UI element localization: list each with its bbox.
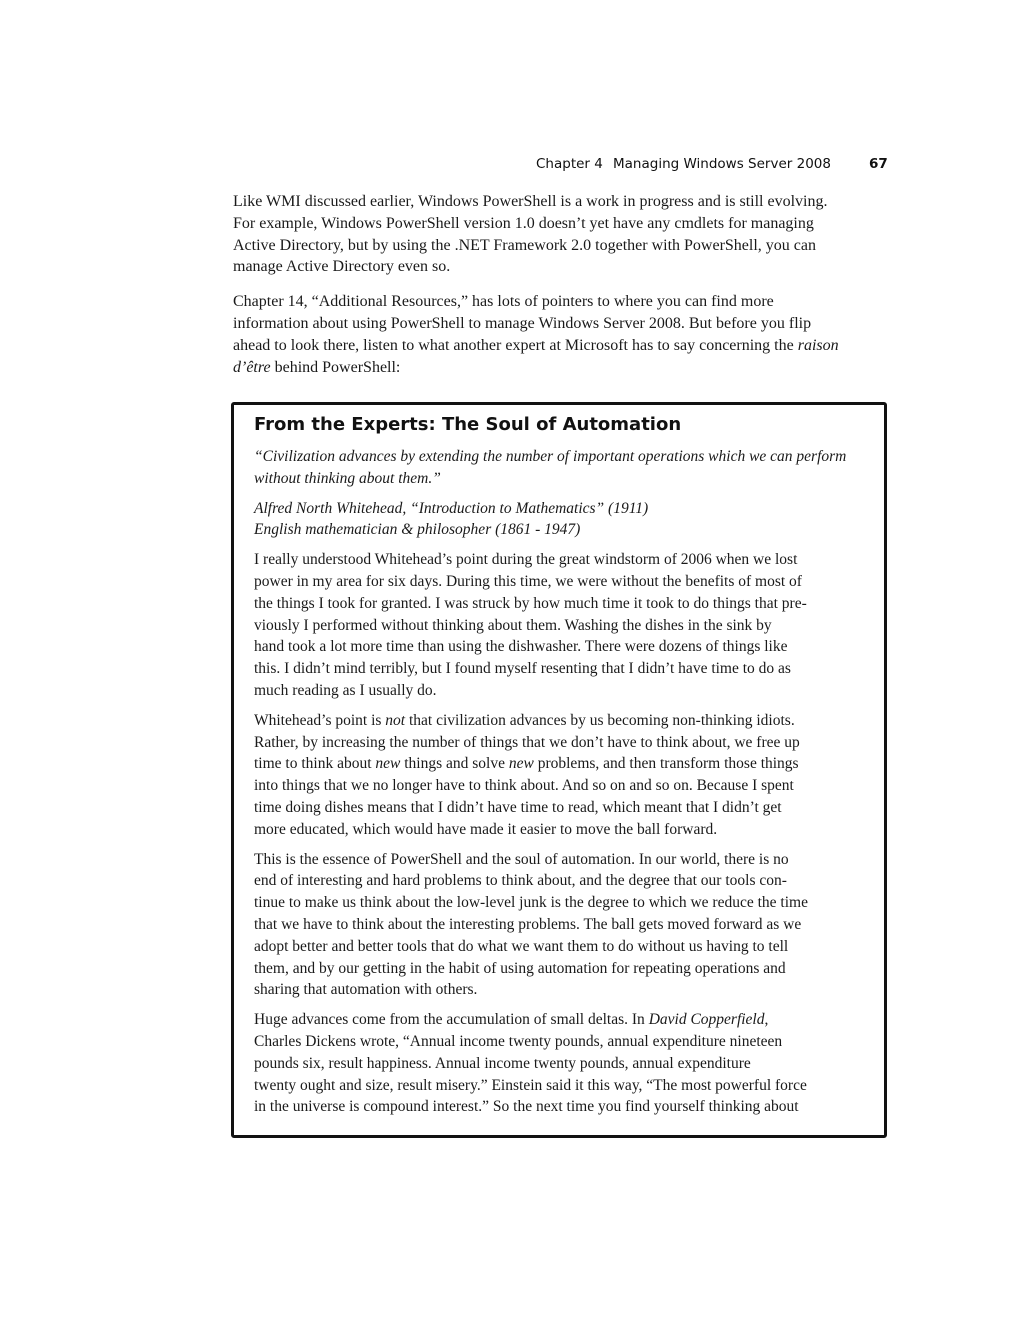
running-header-title: Managing Windows Server 2008 <box>613 156 831 172</box>
text-line <box>254 753 846 775</box>
text-line <box>254 519 846 541</box>
running-header-chapter: Chapter 4 <box>536 156 603 172</box>
text-line <box>254 892 846 914</box>
italic-text: English mathematician & philosopher (1861 - 1947) <box>254 521 581 539</box>
italic-text: David Copperfield <box>648 1011 765 1029</box>
text-line <box>254 446 846 468</box>
text-run: Rather, by increasing the number of things that we don’t have to think about, we free up <box>254 733 800 751</box>
text-line <box>254 1096 846 1118</box>
text-line <box>254 498 846 520</box>
text-run: that civilization advances by us becoming non-thinking idiots. <box>405 711 795 729</box>
text-line <box>233 191 839 213</box>
paragraph <box>254 549 846 702</box>
paragraph <box>233 291 839 378</box>
sidebar-title: From the Experts: The Soul of Automation <box>254 414 682 435</box>
text-run: them, and by our getting in the habit of using automation for repeating operations and <box>254 959 786 977</box>
italic-text: d’être <box>233 358 271 376</box>
text-line <box>254 936 846 958</box>
text-line <box>254 615 846 637</box>
text-run: power in my area for six days. During this time, we were without the benefits of most of <box>254 572 802 590</box>
text-line <box>254 797 846 819</box>
paragraph <box>233 191 839 278</box>
paragraph <box>254 446 846 490</box>
paragraph <box>254 498 846 542</box>
text-run: twenty ought and size, result misery.” Einstein said it this way, “The most powerful force <box>254 1076 807 1094</box>
text-run: problems, and then transform those things <box>533 755 799 773</box>
text-line <box>254 658 846 680</box>
sidebar-body <box>254 446 846 1131</box>
text-line <box>254 849 846 871</box>
text-run: things and solve <box>400 755 509 773</box>
text-run: pounds six, result happiness. Annual income twenty pounds, annual expenditure <box>254 1054 751 1072</box>
text-run: ahead to look there, listen to what another expert at Microsoft has to say concerning the <box>233 336 798 354</box>
text-run: sharing that automation with others. <box>254 981 478 999</box>
text-run: For example, Windows PowerShell version 1.0 doesn’t yet have any cmdlets for managing <box>233 214 814 232</box>
text-run: the things I took for granted. I was struck by how much time it took to do things that pre- <box>254 594 807 612</box>
text-line <box>233 313 839 335</box>
text-line <box>233 335 839 357</box>
text-line <box>254 468 846 490</box>
text-line <box>254 680 846 702</box>
text-line <box>254 636 846 658</box>
text-line <box>254 914 846 936</box>
text-run: Active Directory, but by using the .NET Framework 2.0 together with PowerShell, you can <box>233 236 816 254</box>
italic-text: new <box>375 755 401 773</box>
text-line <box>233 235 839 257</box>
text-run: time doing dishes means that I didn’t have time to read, which meant that I didn’t get <box>254 798 782 816</box>
italic-text: not <box>385 711 406 729</box>
text-run: This is the essence of PowerShell and the soul of automation. In our world, there is no <box>254 850 789 868</box>
text-run: into things that we no longer have to think about. And so on and so on. Because I spent <box>254 777 794 795</box>
text-line <box>233 291 839 313</box>
text-run: time to think about <box>254 755 376 773</box>
italic-text: new <box>508 755 534 773</box>
text-line <box>233 256 839 278</box>
text-run: information about using PowerShell to manage Windows Server 2008. But before you flip <box>233 314 812 332</box>
text-run: adopt better and better tools that do what we want them to do without us having to tell <box>254 937 789 955</box>
italic-text: without thinking about them.” <box>254 469 441 487</box>
page-number: 67 <box>869 156 888 172</box>
text-line <box>254 1053 846 1075</box>
text-line <box>254 710 846 732</box>
text-run: Huge advances come from the accumulation of small deltas. In <box>254 1011 649 1029</box>
text-line <box>254 571 846 593</box>
text-line <box>254 819 846 841</box>
text-run: viously I performed without thinking about them. Washing the dishes in the sink by <box>254 616 772 634</box>
text-run: more educated, which would have made it easier to move the ball forward. <box>254 820 718 838</box>
text-line <box>254 1075 846 1097</box>
paragraph <box>254 849 846 1002</box>
intro-text <box>233 191 839 391</box>
text-run: tinue to make us think about the low-level junk is the degree to which we reduce the time <box>254 894 808 912</box>
text-line <box>254 593 846 615</box>
text-line <box>233 357 839 379</box>
text-run: Like WMI discussed earlier, Windows PowerShell is a work in progress and is still evolving. <box>233 193 828 210</box>
text-line <box>254 870 846 892</box>
paragraph <box>254 1009 846 1118</box>
text-line <box>254 958 846 980</box>
text-run: , <box>764 1011 769 1029</box>
text-run: that we have to think about the interesting problems. The ball gets moved forward as we <box>254 915 802 933</box>
text-line <box>233 213 839 235</box>
text-run: I really understood Whitehead’s point during the great windstorm of 2006 when we lost <box>254 551 798 569</box>
text-line <box>254 775 846 797</box>
text-run: behind PowerShell: <box>270 358 401 376</box>
text-run: manage Active Directory even so. <box>233 258 451 276</box>
text-line <box>254 1009 846 1031</box>
text-line <box>254 979 846 1001</box>
italic-text: “Civilization advances by extending the number of important operations which we can perform <box>254 448 847 465</box>
text-line <box>254 549 846 571</box>
text-line <box>254 1031 846 1053</box>
text-run: much reading as I usually do. <box>254 681 437 699</box>
text-run: end of interesting and hard problems to think about, and the degree that our tools con- <box>254 872 787 890</box>
text-run: in the universe is compound interest.” So the next time you find yourself thinking about <box>254 1098 799 1116</box>
text-run: this. I didn’t mind terribly, but I found myself resenting that I didn’t have time to do as <box>254 660 791 678</box>
text-run: Chapter 14, “Additional Resources,” has lots of pointers to where you can find more <box>233 293 774 311</box>
italic-text: raison <box>797 336 839 354</box>
text-run: Whitehead’s point is <box>254 711 386 729</box>
text-run: Charles Dickens wrote, “Annual income twenty pounds, annual expenditure nineteen <box>254 1032 783 1050</box>
text-run: hand took a lot more time than using the dishwasher. There were dozens of things like <box>254 638 788 656</box>
text-line <box>254 732 846 754</box>
italic-text: Alfred North Whitehead, “Introduction to Mathematics” (1911) <box>254 499 649 517</box>
paragraph <box>254 710 846 841</box>
